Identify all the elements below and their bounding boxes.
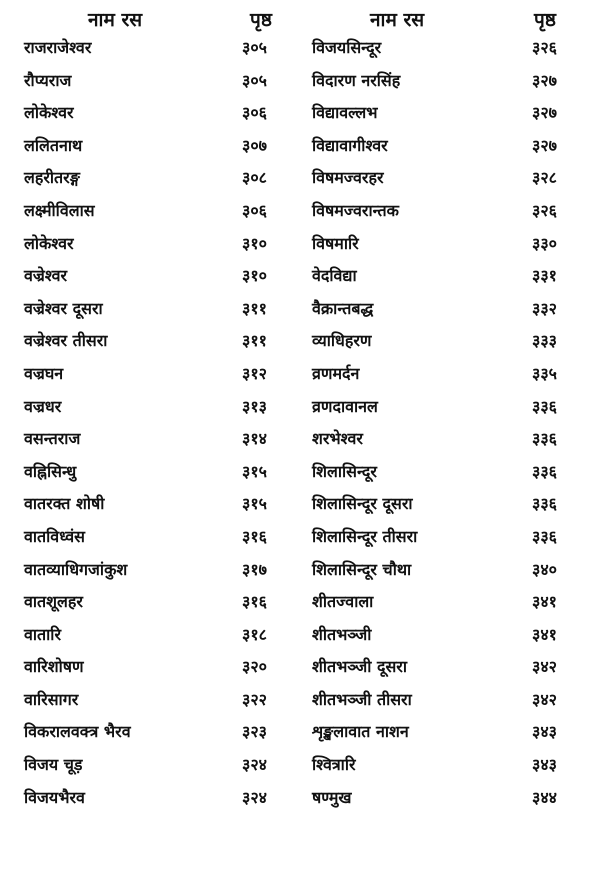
entry-page-number: ३२७: [532, 70, 557, 90]
entry-page-number: ३१०: [242, 233, 267, 253]
entry-page-number: ३११: [242, 298, 267, 318]
entry-name: वज्रघन: [24, 363, 64, 383]
entry-page-number: ३४४: [532, 787, 557, 807]
entry-name: वारिसागर: [24, 689, 79, 709]
index-entry: [312, 391, 600, 424]
entry-name: शृङ्खलावात नाशन: [312, 722, 409, 742]
entry-name: वातविध्वंस: [24, 526, 85, 546]
entry-name: विकरालवक्त्र भैरव: [24, 722, 131, 742]
entry-name: विदारण नरसिंह: [312, 70, 401, 90]
index-entry: [24, 749, 314, 782]
entry-name: वारिशोषण: [24, 657, 84, 677]
entry-name: व्याधिहरण: [312, 331, 372, 351]
index-entry: [312, 325, 600, 358]
entry-page-number: ३३०: [532, 233, 557, 253]
left-index-column: [24, 32, 314, 814]
index-entry: [24, 32, 314, 65]
entry-page-number: ३३६: [532, 526, 557, 546]
index-entry: [312, 162, 600, 195]
entry-name: विषमज्वरान्तक: [312, 200, 399, 220]
index-entry: [24, 521, 314, 554]
index-entry: [312, 97, 600, 130]
entry-page-number: ३०८: [242, 168, 267, 188]
entry-page-number: ३४१: [532, 592, 557, 612]
index-entry: [24, 65, 314, 98]
index-entry: [24, 391, 314, 424]
entry-page-number: ३१२: [242, 363, 267, 383]
index-entry: [24, 782, 314, 815]
entry-page-number: ३३६: [532, 461, 557, 481]
index-entry: [24, 358, 314, 391]
entry-page-number: ३३२: [532, 298, 557, 318]
entry-page-number: ३२७: [532, 103, 557, 123]
entry-page-number: ३१५: [242, 494, 267, 514]
entry-page-number: ३३६: [532, 494, 557, 514]
entry-page-number: ३४१: [532, 624, 557, 644]
index-entry: [312, 32, 600, 65]
entry-page-number: ३१७: [242, 559, 267, 579]
entry-page-number: ३०५: [242, 38, 267, 57]
entry-name: श्वित्रारि: [312, 755, 356, 775]
entry-page-number: ३२६: [532, 200, 557, 220]
entry-page-number: ३२८: [532, 168, 557, 188]
index-entry: [312, 554, 600, 587]
entry-name: रौप्यराज: [24, 70, 72, 90]
entry-name: शीतभञ्जी दूसरा: [312, 657, 407, 677]
entry-page-number: ३२४: [242, 787, 267, 807]
index-entry: [24, 423, 314, 456]
index-entry: [312, 293, 600, 326]
index-entry: [312, 651, 600, 684]
index-entry: [24, 456, 314, 489]
entry-page-number: ३२४: [242, 755, 267, 775]
entry-name: विद्यावागीश्वर: [312, 135, 388, 155]
entry-name: षण्मुख: [312, 787, 352, 807]
entry-name: वेदविद्या: [312, 266, 357, 286]
index-entry: [312, 456, 600, 489]
index-entry: [24, 586, 314, 619]
entry-name: विद्यावल्लभ: [312, 103, 378, 123]
entry-page-number: ३३६: [532, 396, 557, 416]
index-entry: [312, 521, 600, 554]
entry-name: वह्निसिन्धु: [24, 461, 77, 481]
entry-name: शिलासिन्दूर चौथा: [312, 559, 412, 579]
entry-page-number: ३१६: [242, 592, 267, 612]
entry-page-number: ३२३: [242, 722, 267, 742]
entry-name: लहरीतरङ्ग: [24, 168, 80, 188]
index-entry: [24, 716, 314, 749]
entry-page-number: ३३५: [532, 363, 557, 383]
entry-name: वातशूलहर: [24, 592, 83, 612]
index-entry: [312, 195, 600, 228]
entry-name: वज्रेश्वर: [24, 266, 68, 286]
entry-page-number: ३४०: [532, 559, 557, 579]
entry-name: वज्रेश्वर तीसरा: [24, 331, 108, 351]
entry-page-number: ३४२: [532, 657, 557, 677]
entry-name: विषमारि: [312, 233, 359, 253]
right-page-header: पृष्ठ: [534, 9, 556, 31]
entry-name: शिलासिन्दूर: [312, 461, 377, 481]
index-entry: [312, 130, 600, 163]
index-entry: [24, 162, 314, 195]
entry-name: वसन्तराज: [24, 429, 81, 449]
index-entry: [24, 619, 314, 652]
entry-name: लक्ष्मीविलास: [24, 200, 95, 220]
index-entry: [312, 749, 600, 782]
right-index-column: [312, 32, 600, 814]
index-entry: [312, 586, 600, 619]
index-entry: [312, 488, 600, 521]
entry-name: वज्रधर: [24, 396, 62, 416]
index-entry: [312, 423, 600, 456]
entry-name: शीतभञ्जी: [312, 624, 372, 644]
entry-name: वातव्याधिगजांकुश: [24, 559, 128, 579]
index-entry: [24, 130, 314, 163]
entry-page-number: ३०६: [242, 103, 267, 123]
index-entry: [24, 293, 314, 326]
entry-page-number: ३३६: [532, 429, 557, 449]
entry-page-number: ३१३: [242, 396, 267, 416]
entry-page-number: ३१०: [242, 266, 267, 286]
index-entry: [24, 651, 314, 684]
index-entry: [312, 65, 600, 98]
entry-name: शीतभञ्जी तीसरा: [312, 689, 412, 709]
entry-name: विजयसिन्दूर: [312, 38, 382, 57]
index-entry: [312, 716, 600, 749]
entry-name: शरभेश्वर: [312, 429, 363, 449]
entry-name: शीतज्वाला: [312, 592, 374, 612]
entry-name: विषमज्वरहर: [312, 168, 384, 188]
entry-name: वैक्रान्तबद्ध: [312, 298, 374, 318]
entry-page-number: ३३१: [532, 266, 557, 286]
entry-name: विजय चूड़: [24, 755, 83, 775]
entry-page-number: ३४३: [532, 722, 557, 742]
index-entry: [24, 260, 314, 293]
entry-name: राजराजेश्वर: [24, 38, 92, 57]
entry-page-number: ३२२: [242, 689, 267, 709]
entry-name: वज्रेश्वर दूसरा: [24, 298, 103, 318]
entry-page-number: ३३३: [532, 331, 557, 351]
index-entry: [24, 684, 314, 717]
entry-page-number: ३२०: [242, 657, 267, 677]
entry-name: शिलासिन्दूर दूसरा: [312, 494, 413, 514]
entry-page-number: ३२७: [532, 135, 557, 155]
index-entry: [24, 325, 314, 358]
entry-page-number: ३४२: [532, 689, 557, 709]
entry-page-number: ३१८: [242, 624, 267, 644]
index-entry: [24, 195, 314, 228]
entry-page-number: ३०६: [242, 200, 267, 220]
entry-name: वातरक्त शोषी: [24, 494, 105, 514]
entry-name: वातारि: [24, 624, 61, 644]
entry-name: शिलासिन्दूर तीसरा: [312, 526, 418, 546]
entry-page-number: ३०७: [242, 135, 267, 155]
left-name-header: नाम रस: [88, 9, 143, 31]
index-entry: [24, 554, 314, 587]
entry-name: लोकेश्वर: [24, 103, 74, 123]
entry-page-number: ३४३: [532, 755, 557, 775]
entry-page-number: ३१४: [242, 429, 267, 449]
right-name-header: नाम रस: [370, 9, 425, 31]
entry-name: व्रणदावानल: [312, 396, 378, 416]
index-entry: [312, 260, 600, 293]
entry-page-number: ३१६: [242, 526, 267, 546]
entry-page-number: ३१५: [242, 461, 267, 481]
index-entry: [24, 97, 314, 130]
entry-page-number: ३०५: [242, 70, 267, 90]
index-entry: [312, 684, 600, 717]
index-entry: [312, 358, 600, 391]
entry-name: व्रणमर्दन: [312, 363, 360, 383]
entry-page-number: ३११: [242, 331, 267, 351]
index-entry: [24, 488, 314, 521]
index-entry: [312, 228, 600, 261]
entry-page-number: ३२६: [532, 38, 557, 57]
index-entry: [24, 228, 314, 261]
entry-name: लोकेश्वर: [24, 233, 74, 253]
index-entry: [312, 619, 600, 652]
index-entry: [312, 782, 600, 815]
entry-name: ललितनाथ: [24, 135, 83, 155]
left-page-header: पृष्ठ: [250, 9, 272, 31]
entry-name: विजयभैरव: [24, 787, 85, 807]
